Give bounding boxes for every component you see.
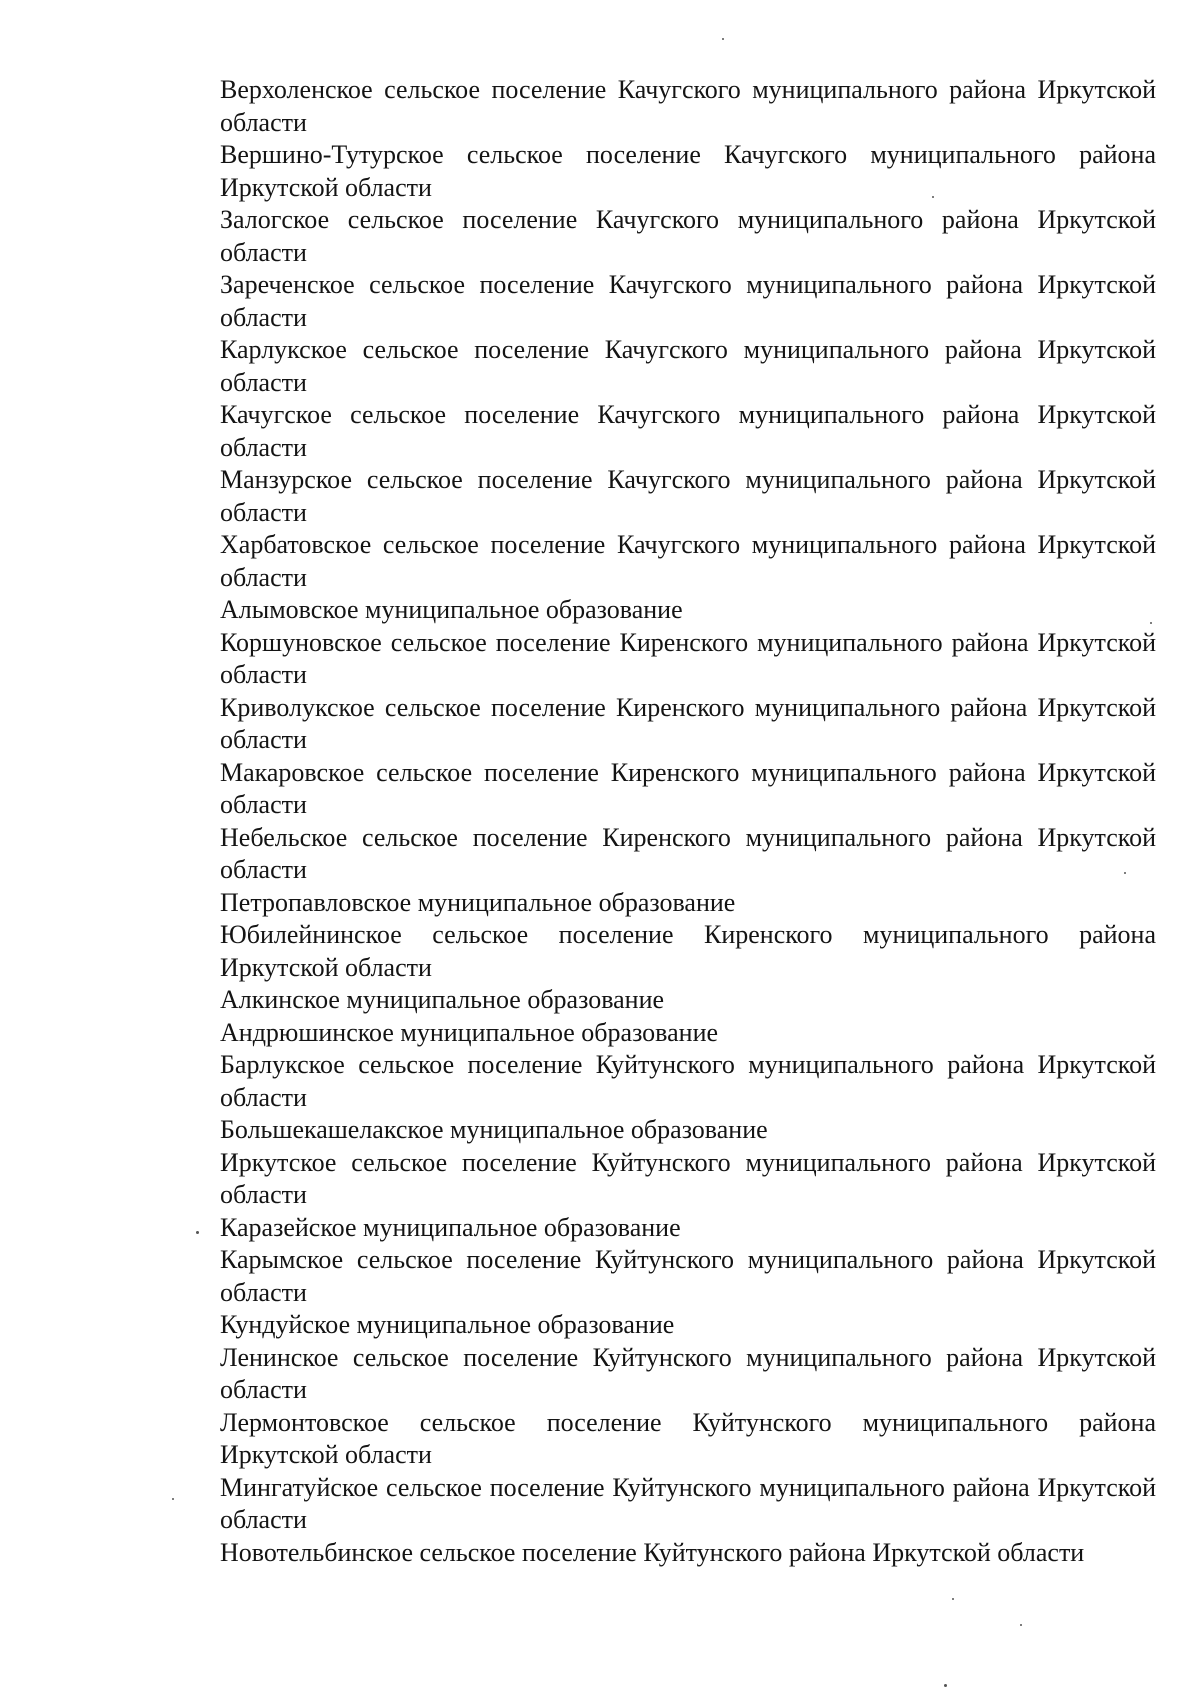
scan-speck	[944, 1684, 947, 1687]
list-item: Лермонтовское сельское поселение Куйтунского муниципального района Иркутской области	[220, 1407, 1156, 1469]
list-item: Алымовское муниципальное образование	[220, 595, 683, 624]
list-item: Юбилейнинское сельское поселение Киренского муниципального района Иркутской области	[220, 920, 1156, 982]
settlement-list	[220, 74, 1156, 1569]
list-item: Небельское сельское поселение Киренского муниципального района Иркутской области	[220, 822, 1156, 884]
list-item: Большекашелакское муниципальное образование	[220, 1115, 768, 1144]
list-item: Новотельбинское сельское поселение Куйтунского района Иркутской области	[220, 1537, 1085, 1567]
list-item: Каразейское муниципальное образование	[220, 1212, 681, 1242]
list-item: Андрюшинское муниципальное образование	[220, 1017, 719, 1047]
list-item: Кундуйское муниципальное образование	[220, 1310, 675, 1339]
scan-speck	[1150, 622, 1152, 624]
list-item: Карлукское сельское поселение Качугского муниципального района Иркутской области	[220, 335, 1156, 397]
list-item: Ленинское сельское поселение Куйтунского муниципального района Иркутской области	[220, 1342, 1156, 1404]
list-item: Залогское сельское поселение Качугского муниципального района Иркутской области	[220, 205, 1156, 267]
scan-speck	[1020, 1624, 1022, 1626]
list-item: Криволукское сельское поселение Киренского муниципального района Иркутской области	[220, 692, 1156, 754]
scan-speck	[196, 1231, 199, 1234]
scan-speck	[952, 1598, 954, 1600]
scan-speck	[932, 196, 934, 198]
scan-speck	[1124, 872, 1126, 874]
list-item: Карымское сельское поселение Куйтунского муниципального района Иркутской области	[220, 1245, 1156, 1307]
list-item: Вершино-Тутурское сельское поселение Качугского муниципального района Иркутской области	[220, 140, 1156, 202]
scan-speck	[722, 38, 724, 40]
list-item: Иркутское сельское поселение Куйтунского муниципального района Иркутской области	[220, 1147, 1156, 1209]
list-item: Верхоленское сельское поселение Качугского муниципального района Иркутской области	[220, 75, 1156, 137]
list-item: Качугское сельское поселение Качугского муниципального района Иркутской области	[220, 400, 1156, 462]
list-item: Макаровское сельское поселение Киренского муниципального района Иркутской области	[220, 757, 1156, 819]
list-item: Петропавловское муниципальное образование	[220, 887, 736, 917]
list-item: Алкинское муниципальное образование	[220, 985, 665, 1014]
list-item: Манзурское сельское поселение Качугского муниципального района Иркутской области	[220, 465, 1156, 527]
list-item: Барлукское сельское поселение Куйтунского муниципального района Иркутской области	[220, 1050, 1156, 1112]
list-item: Зареченское сельское поселение Качугского муниципального района Иркутской области	[220, 270, 1156, 332]
list-item: Харбатовское сельское поселение Качугского муниципального района Иркутской области	[220, 530, 1156, 592]
list-item: Мингатуйское сельское поселение Куйтунского муниципального района Иркутской области	[220, 1472, 1156, 1534]
scan-speck	[172, 1498, 174, 1500]
list-item: Коршуновское сельское поселение Киренского муниципального района Иркутской области	[220, 627, 1156, 689]
